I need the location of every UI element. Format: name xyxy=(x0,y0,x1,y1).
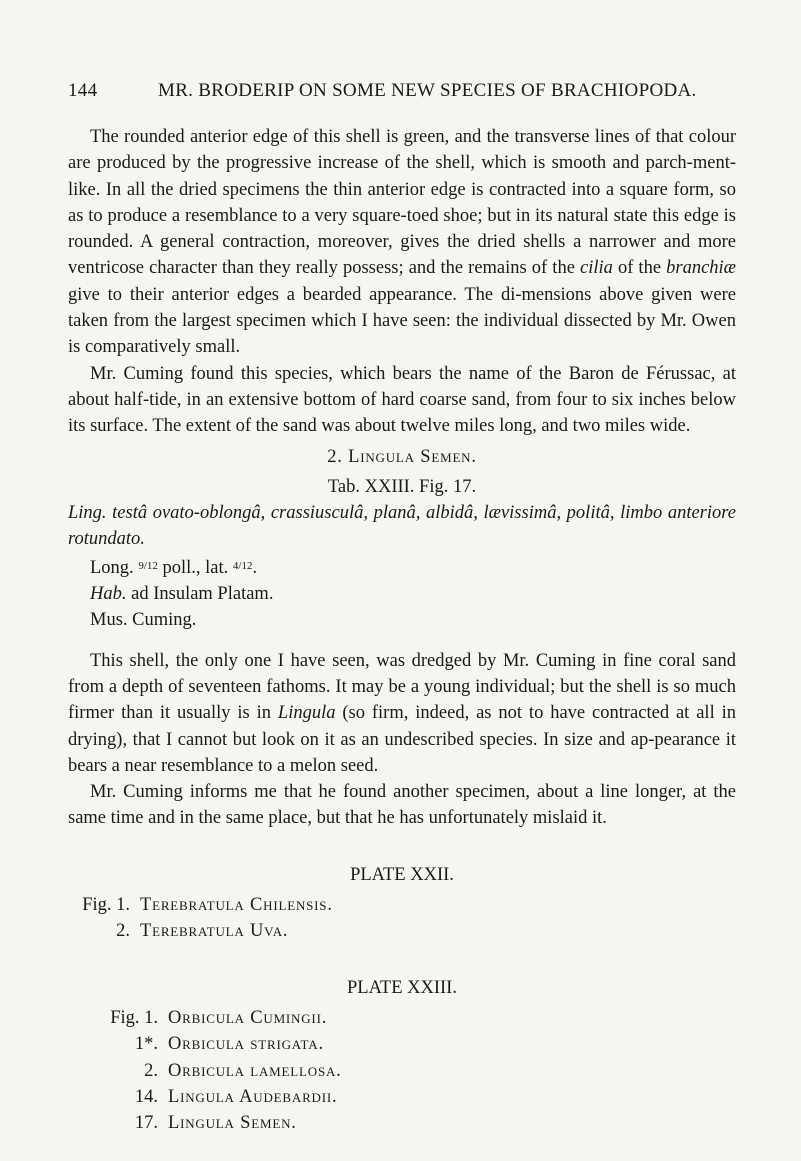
figure-entry xyxy=(68,1084,736,1110)
text-run: The rounded anterior edge of this shell is green, and the transverse lines of that colour are produced by the progressive increase of the shell, which is smooth and parch-ment-like. In all the dried specimens the thin anterior edge is contracted into a square form, so as to produce a resemblance to a very square-toed shoe; but in its natural state this edge is rounded. A general contraction, moreover, gives the dried shells a narrower and more ventricose character than they really possess; and the remains of the xyxy=(68,127,736,279)
plate-23-title: PLATE XXIII. xyxy=(347,977,457,998)
plate-22-figure-list xyxy=(68,892,736,945)
text-run: give to their anterior edges a bearded appearance. The di-mensions above given were taken from the largest specimen which I have seen: the individual dissected by Mr. Owen is comparatively small. xyxy=(68,284,736,358)
plate-reference: Tab. XXIII. Fig. 17. xyxy=(327,476,477,497)
running-title: MR. BRODERIP ON SOME NEW SPECIES OF BRACHIOPODA. xyxy=(158,80,697,101)
long-fraction: 9/12 xyxy=(138,559,158,572)
habitat-line xyxy=(68,581,736,607)
figure-entry xyxy=(68,892,736,918)
long-label: Long. xyxy=(90,557,139,578)
page-body xyxy=(68,124,736,1136)
figure-entry xyxy=(68,1110,736,1136)
hab-text: ad Insulam Platam. xyxy=(126,584,274,605)
text-run: This shell, the only one I have seen, was dredged by Mr. Cuming in fine coral sand from a depth of seventeen fathoms. It may be a young individual; but the shell is so much firmer than it usually is in xyxy=(68,650,736,724)
figure-name: Orbicula Cumingii. xyxy=(168,1007,328,1028)
figure-number: Fig. 1. xyxy=(82,895,130,916)
museum-line: Mus. Cuming. xyxy=(90,610,197,631)
poll-label: poll., lat. xyxy=(157,557,233,578)
text-run: of the xyxy=(612,258,667,279)
figure-number: 1*. xyxy=(134,1034,158,1055)
italic-term-lingula: Lingula xyxy=(277,703,336,724)
hab-label: Hab. xyxy=(90,584,127,605)
figure-name: Orbicula lamellosa. xyxy=(168,1060,342,1081)
lat-fraction: 4/12 xyxy=(232,559,253,572)
italic-term-branchiae: branchiæ xyxy=(666,258,737,279)
paragraph-shell-description xyxy=(68,124,736,361)
latin-diagnosis: Ling. testâ ovato-oblongâ, crassiusculâ, planâ, albidâ, lævissimâ, politâ, limbo anteriore rotundato. xyxy=(68,503,736,550)
figure-number: 14. xyxy=(134,1086,158,1107)
figure-number: 2. xyxy=(116,921,130,942)
italic-term-cilia: cilia xyxy=(579,258,613,279)
page-number: 144 xyxy=(68,80,98,101)
figure-name: Lingula Audebardii. xyxy=(168,1086,338,1107)
paragraph-cuming-habitat: Mr. Cuming found this species, which bears the name of the Baron de Férussac, at about half-tide, in an extensive bottom of hard coarse sand, from four to six inches below its surface. The extent of the sand was about twelve miles long, and two miles wide. xyxy=(68,363,736,437)
figure-entry xyxy=(68,918,736,944)
figure-name: Terebratula Chilensis. xyxy=(140,895,333,916)
figure-entry xyxy=(68,1005,736,1031)
paragraph-second-specimen: Mr. Cuming informs me that he found another specimen, about a line longer, at the same time and in the same place, but that he has unfortunately mislaid it. xyxy=(68,782,736,829)
figure-number: 17. xyxy=(134,1113,158,1134)
plate-22-title: PLATE XXII. xyxy=(350,864,454,885)
figure-entry xyxy=(68,1031,736,1057)
paragraph-shell-dredged xyxy=(68,648,736,779)
species-heading: 2. Lingula Semen. xyxy=(327,446,477,467)
figure-name: Orbicula strigata. xyxy=(168,1034,324,1055)
figure-entry xyxy=(68,1058,736,1084)
figure-name: Lingula Semen. xyxy=(168,1113,297,1134)
plate-23-figure-list xyxy=(68,1005,736,1136)
figure-name: Terebratula Uva. xyxy=(140,921,289,942)
measurements: Long. $^{9/12}$ poll., lat. $^{4/12}$. xyxy=(90,557,258,578)
text-run: (so firm, indeed, as not to have contracted at all in drying), that I cannot but look on it as an undescribed species. In size and ap-pearance it bears a near resemblance to a melon seed. xyxy=(68,703,736,776)
figure-number: 2. xyxy=(144,1060,158,1081)
figure-number: Fig. 1. xyxy=(110,1007,158,1028)
